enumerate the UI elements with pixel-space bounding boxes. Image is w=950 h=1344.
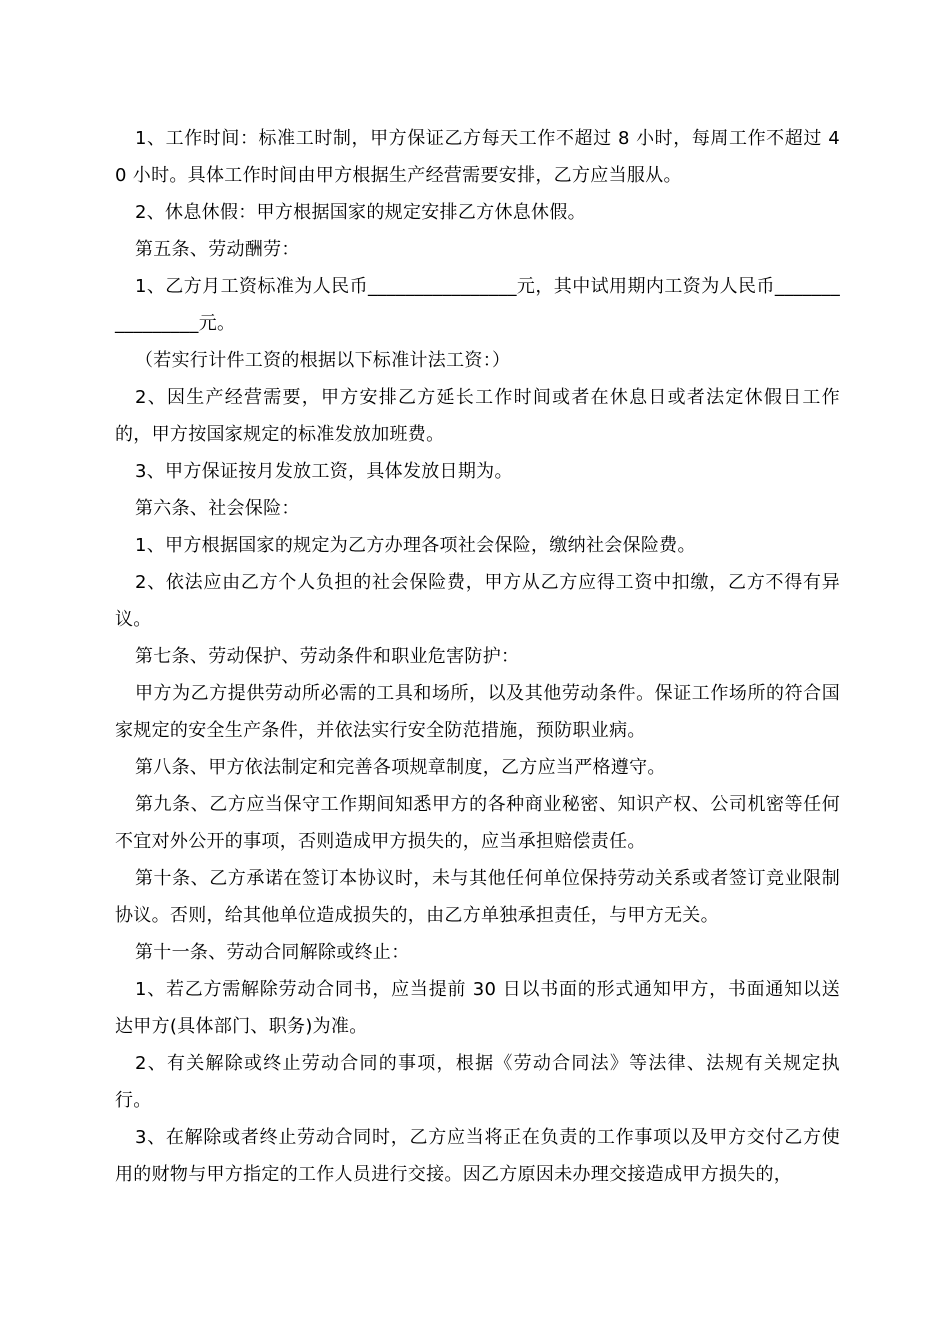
heading-article-11: 第十一条、劳动合同解除或终止： bbox=[135, 942, 410, 963]
paragraph-article-8: 第八条、甲方依法制定和完善各项规章制度，乙方应当严格遵守。 bbox=[135, 757, 666, 778]
paragraph-piece-wage-note: （若实行计件工资的根据以下标准计法工资：） bbox=[135, 350, 511, 371]
paragraph-termination-1: 1、若乙方需解除劳动合同书，应当提前 30 日以书面的形式通知甲方，书面通知以送达甲方(具体部门、职务)为准。 bbox=[115, 979, 840, 1037]
paragraph-pay-date: 3、甲方保证按月发放工资，具体发放日期为。 bbox=[135, 461, 513, 482]
paragraph-article-10: 第十条、乙方承诺在签订本协议时，未与其他任何单位保持劳动关系或者签订竞业限制协议。否则，给其他单位造成损失的，由乙方单独承担责任，与甲方无关。 bbox=[115, 868, 840, 926]
paragraph-termination-2: 2、有关解除或终止劳动合同的事项，根据《劳动合同法》等法律、法规有关规定执行。 bbox=[115, 1053, 840, 1111]
paragraph-overtime-pay: 2、因生产经营需要，甲方安排乙方延长工作时间或者在休息日或者法定休假日工作的，甲方按国家规定的标准发放加班费。 bbox=[115, 387, 840, 445]
paragraph-article-9: 第九条、乙方应当保守工作期间知悉甲方的各种商业秘密、知识产权、公司机密等任何不宜对外公开的事项，否则造成甲方损失的，应当承担赔偿责任。 bbox=[115, 794, 840, 852]
heading-article-7: 第七条、劳动保护、劳动条件和职业危害防护： bbox=[135, 646, 520, 667]
paragraph-monthly-wage: 1、乙方月工资标准为人民币________________元，其中试用期内工资为人民币________________元。 bbox=[115, 276, 840, 334]
paragraph-social-insurance-2: 2、依法应由乙方个人负担的社会保险费，甲方从乙方应得工资中扣缴，乙方不得有异议。 bbox=[115, 572, 840, 630]
heading-article-5: 第五条、劳动酬劳： bbox=[135, 239, 300, 260]
paragraph-work-hours: 1、工作时间：标准工时制，甲方保证乙方每天工作不超过 8 小时，每周工作不超过 40 小时。具体工作时间由甲方根据生产经营需要安排，乙方应当服从。 bbox=[115, 128, 840, 186]
paragraph-rest-leave: 2、休息休假：甲方根据国家的规定安排乙方休息休假。 bbox=[135, 202, 586, 223]
paragraph-social-insurance-1: 1、甲方根据国家的规定为乙方办理各项社会保险，缴纳社会保险费。 bbox=[135, 535, 696, 556]
paragraph-termination-3: 3、在解除或者终止劳动合同时，乙方应当将正在负责的工作事项以及甲方交付乙方使用的财物与甲方指定的工作人员进行交接。因乙方原因未办理交接造成甲方损失的， bbox=[115, 1127, 840, 1185]
document-body bbox=[115, 120, 840, 1193]
heading-article-6: 第六条、社会保险： bbox=[135, 498, 300, 519]
paragraph-labor-protection: 甲方为乙方提供劳动所必需的工具和场所，以及其他劳动条件。保证工作场所的符合国家规定的安全生产条件，并依法实行安全防范措施，预防职业病。 bbox=[115, 683, 840, 741]
